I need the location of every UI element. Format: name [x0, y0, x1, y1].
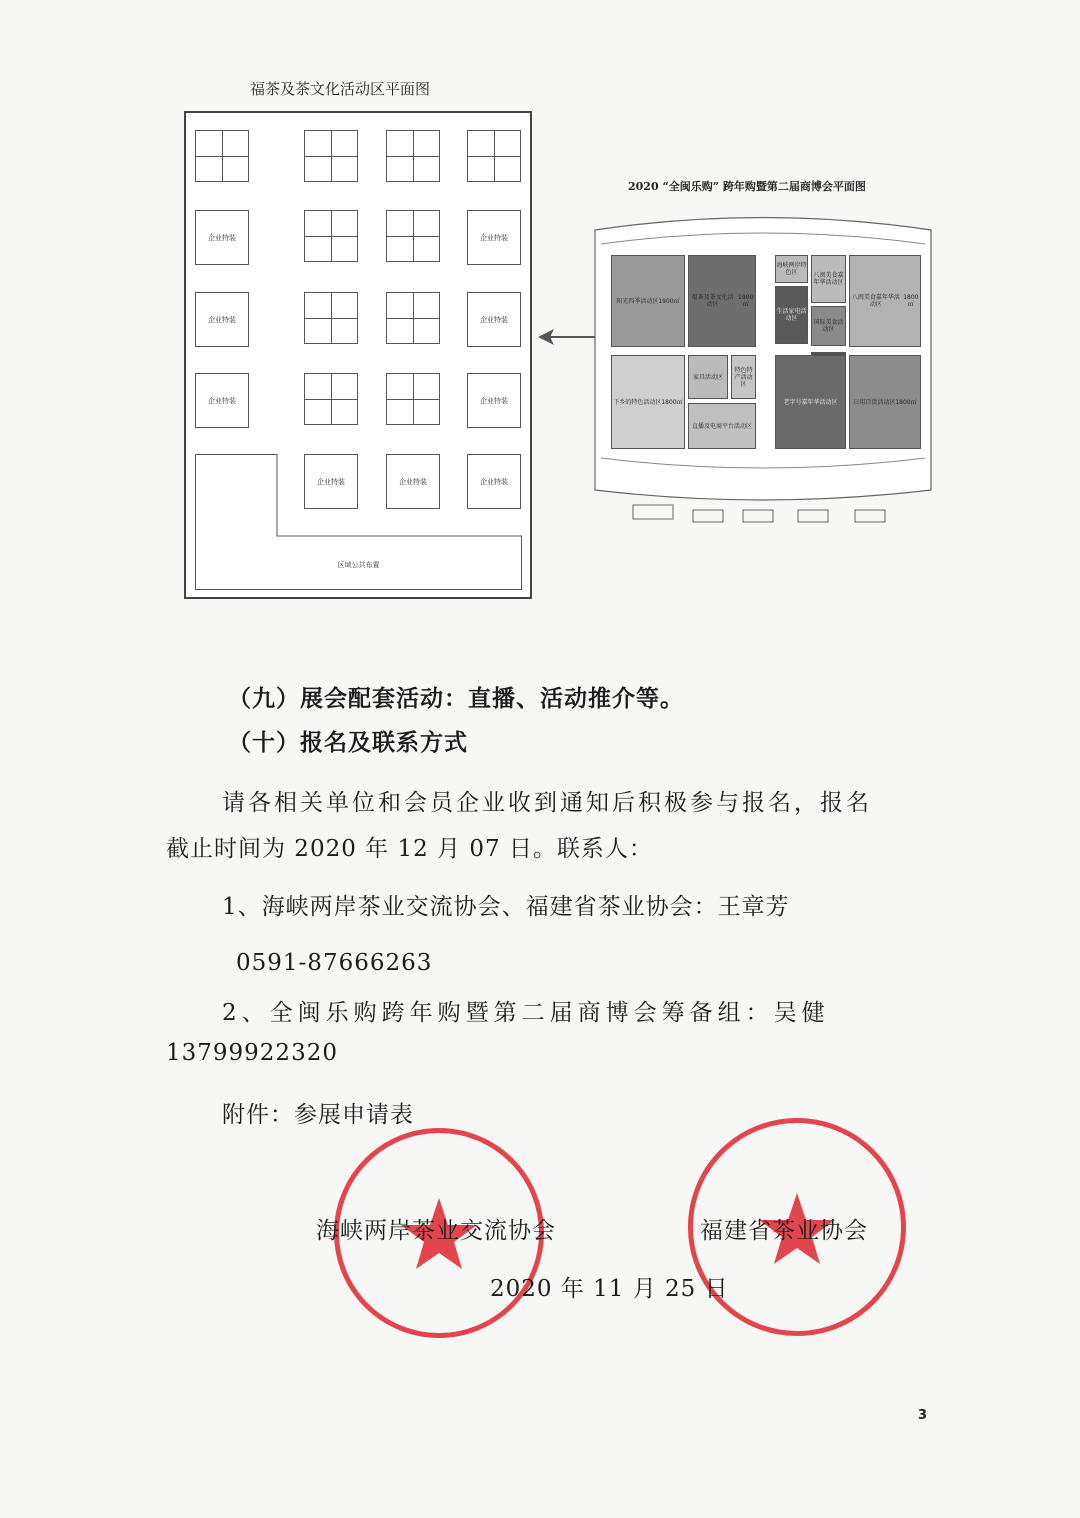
zone-name: 八闽美食嘉年华活动区: [813, 272, 844, 286]
zone-area: 1800㎡: [895, 398, 917, 406]
booth-special: 企业特装: [386, 454, 440, 509]
zone-name: 直播及电商平台活动区: [691, 422, 752, 430]
zone: [611, 355, 685, 449]
booth-grid: [195, 130, 249, 182]
public-area-label: 区域公共布置: [337, 561, 380, 569]
page-number: 3: [918, 1408, 928, 1423]
booth-special: 企业特装: [195, 373, 249, 428]
section-9: （九）展会配套活动：直播、活动推介等。: [228, 685, 684, 712]
zone-area: 1900㎡: [658, 297, 680, 305]
zone: [731, 355, 756, 399]
booth-grid: [386, 210, 440, 262]
signature-org-1: 海峡两岸茶业交流协会: [316, 1218, 556, 1244]
booth-special: 企业特装: [467, 373, 521, 428]
hall-map: [593, 200, 933, 530]
booth-grid: [386, 130, 440, 182]
registration-paragraph-line2: 截止时间为 2020 年 12 月 07 日。联系人：: [166, 836, 653, 862]
registration-paragraph-line1: 请各相关单位和会员企业收到通知后积极参与报名，报名: [222, 790, 872, 816]
zone: [688, 403, 756, 449]
booth-special: 企业特装: [195, 210, 249, 265]
zone-name: 福茶及茶文化活动区: [691, 294, 734, 308]
zone: [775, 355, 846, 449]
zone: [688, 355, 728, 399]
zone-name: 日用百货活动区: [853, 398, 896, 406]
booth-special: 企业特装: [304, 454, 358, 509]
signature-org-2: 福建省茶业协会: [700, 1218, 868, 1244]
booth-grid: [386, 292, 440, 344]
zone: [688, 255, 756, 347]
zone: [611, 255, 685, 347]
zone-name: 家具活动区: [692, 373, 723, 381]
attachment-note: 附件：参展申请表: [222, 1102, 414, 1128]
contact-1: 1、海峡两岸茶业交流协会、福建省茶业协会：王章芳: [222, 894, 790, 920]
booth-grid: [386, 373, 440, 425]
booth-grid: [304, 292, 358, 344]
booth-special: 企业特装: [467, 454, 521, 509]
zone-name: 海峡两岸特色区: [776, 262, 807, 276]
zone-name: 下乡的特色活动区: [613, 398, 662, 406]
contact-1-phone: 0591-87666263: [236, 950, 433, 976]
zone: [775, 286, 808, 344]
booth-grid: [304, 210, 358, 262]
zone-area: 1800㎡: [661, 398, 683, 406]
contact-2-phone: 13799922320: [166, 1040, 338, 1066]
contact-2: 2、全闽乐购跨年购暨第二届商博会筹备组：吴健: [222, 1000, 830, 1026]
booth-grid: [304, 130, 358, 182]
zone-name: 生活家电活动区: [776, 308, 807, 322]
booth-special: 企业特装: [195, 292, 249, 347]
booth-grid: [467, 130, 521, 182]
zone: [849, 355, 921, 449]
zone-name: 老字号嘉年华活动区: [783, 398, 838, 406]
hall-map-title: 2020 “全闽乐购” 跨年购暨第二届商博会平面图: [628, 180, 866, 193]
booth-special: 企业特装: [467, 292, 521, 347]
zone-name: 特色特产活动区: [734, 366, 753, 388]
zone: [811, 306, 846, 346]
zone: [775, 255, 808, 283]
section-10: （十）报名及联系方式: [228, 729, 468, 756]
zone-name: 八闽美食嘉年华活动区: [851, 294, 900, 308]
zone-name: 国际美食活动区: [813, 319, 844, 333]
plan-title: 福茶及茶文化活动区平面图: [250, 80, 431, 98]
zone: [811, 255, 846, 303]
zone-area: 1900㎡: [738, 294, 754, 308]
zone: [849, 255, 921, 347]
signature-date: 2020 年 11 月 25 日: [490, 1276, 729, 1302]
booth-grid: [304, 373, 358, 425]
zone-name: 阳光四季活动区: [616, 297, 659, 305]
zone-area: 1800㎡: [903, 294, 919, 308]
booth-special: 企业特装: [467, 210, 521, 265]
